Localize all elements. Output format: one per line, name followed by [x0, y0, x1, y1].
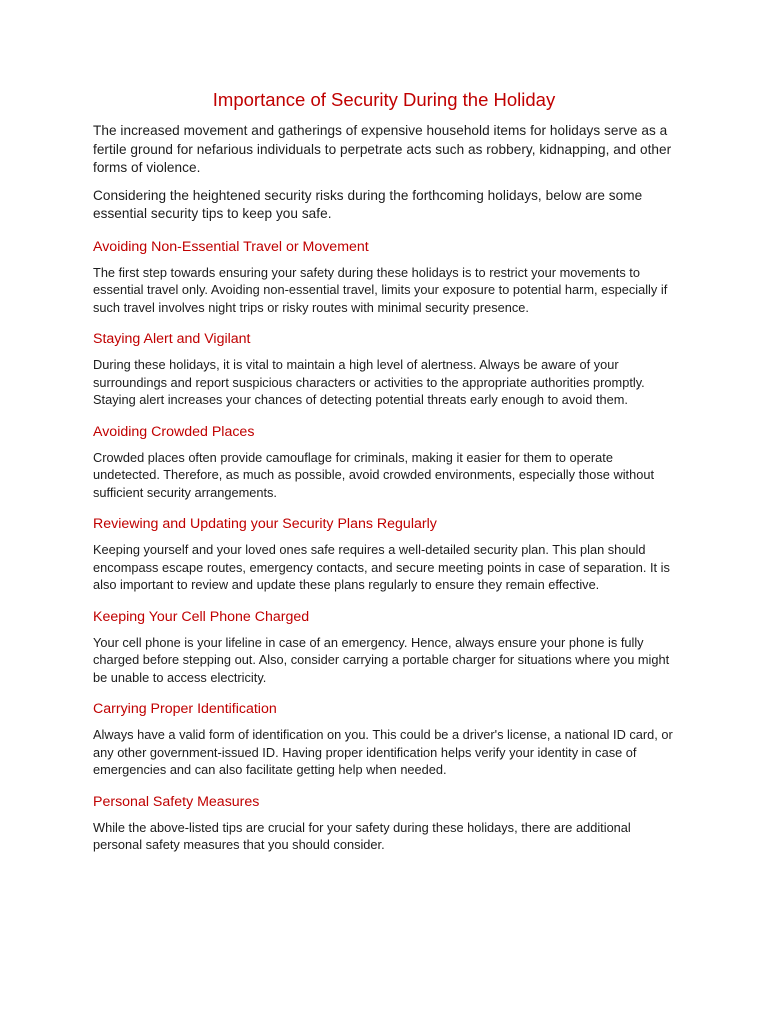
section-alert	[93, 330, 678, 409]
intro-paragraph-1: The increased movement and gatherings of expensive household items for holidays serve as a fertile ground for nefarious individuals to perpetrate acts such as robbery, kidnapping, and other forms of violence.	[93, 123, 672, 175]
section-paragraph: The first step towards ensuring your safety during these holidays is to restrict your movements to essential travel only. Avoiding non-essential travel, limits your exposure to potential harm, especially if such travel involves night trips or risky routes with minimal security presence.	[93, 264, 668, 315]
intro-paragraph-2: Considering the heightened security risks during the forthcoming holidays, below are some essential security tips to keep you safe.	[93, 187, 643, 221]
section-heading: Avoiding Crowded Places	[93, 423, 255, 440]
section-paragraph: During these holidays, it is vital to maintain a high level of alertness. Always be aware of your surroundings and report suspicious characters or activities to the appropriate authorities promptly. Staying alert increases your chances of detecting potential threats early enough to avoid them.	[93, 357, 645, 407]
section-paragraph: While the above-listed tips are crucial for your safety during these holidays, there are additional personal safety measures that you should consider.	[93, 819, 631, 852]
section-paragraph: Crowded places often provide camouflage for criminals, making it easier for them to operate undetected. Therefore, as much as possible, avoid crowded environments, especially those without sufficient security arrangements.	[93, 449, 655, 500]
section-heading: Avoiding Non-Essential Travel or Movement	[93, 238, 369, 255]
section-cell-phone	[93, 608, 678, 687]
section-heading: Staying Alert and Vigilant	[93, 331, 251, 347]
section-identification	[93, 700, 678, 779]
section-crowded-places	[93, 423, 678, 502]
section-paragraph: Always have a valid form of identification on you. This could be a driver's license, a national ID card, or any other government-issued ID. Having proper identification helps verify your identity in case of emergencies and can also facilitate getting help when needed.	[93, 727, 673, 777]
section-personal-safety	[93, 793, 678, 854]
section-travel	[93, 238, 678, 317]
section-heading: Keeping Your Cell Phone Charged	[93, 608, 310, 625]
section-paragraph: Your cell phone is your lifeline in case of an emergency. Hence, always ensure your phone is fully charged before stepping out. Also, consider carrying a portable charger for situations where you might be unable to access electricity.	[93, 634, 670, 685]
section-heading: Personal Safety Measures	[93, 793, 260, 810]
section-security-plans	[93, 515, 678, 594]
section-paragraph: Keeping yourself and your loved ones safe requires a well-detailed security plan. This plan should encompass escape routes, emergency contacts, and secure meeting points in case of separation. It is also important to review and update these plans regularly to ensure they remain effective.	[93, 542, 670, 592]
section-heading: Carrying Proper Identification	[93, 701, 277, 717]
section-heading: Reviewing and Updating your Security Plans Regularly	[93, 516, 437, 532]
document-body	[93, 122, 678, 854]
page-title: Importance of Security During the Holiday	[212, 89, 556, 110]
